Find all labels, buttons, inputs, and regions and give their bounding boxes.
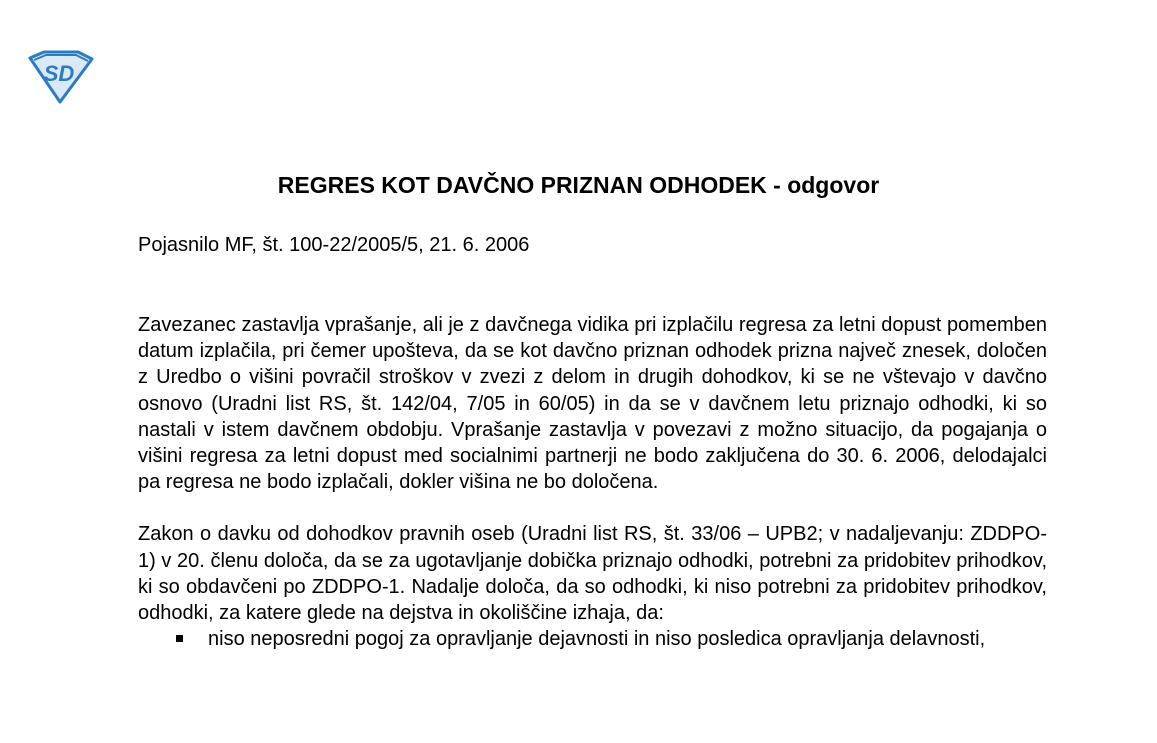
logo-letters: SD [43, 61, 75, 86]
document-body [138, 312, 1047, 652]
document-reference: Pojasnilo MF, št. 100-22/2005/5, 21. 6. 2006 [138, 234, 530, 256]
paragraph-law: Zakon o davku od dohodkov pravnih oseb (Uradni list RS, št. 33/06 – UPB2; v nadaljevanju: ZDDPO-1) v 20. členu določa, da se za ugotavljanje dobička priznajo odhodki, potrebni za pridobitev prihodkov, ki so obdavčeni po ZDDPO-1. Nadalje določa, da so odhodki, ki niso potrebni za pridobitev prihodkov, odhodki, za katere glede na dejstva in okoliščine izhaja, da: [138, 523, 1047, 625]
list-item [138, 626, 1047, 652]
list-item-text: niso neposredni pogoj za opravljanje dejavnosti in niso posledica opravljanja delavnosti, [208, 628, 986, 651]
condition-list [138, 626, 1047, 652]
company-logo [22, 50, 96, 104]
square-bullet-icon [176, 635, 183, 642]
paragraph-question: Zavezanec zastavlja vprašanje, ali je z davčnega vidika pri izplačilu regresa za letni dopust pomemben datum izplačila, pri čemer upošteva, da se kot davčno priznan odhodek prizna največ znesek, določen z Uredbo o višini povračil stroškov v zvezi z delom in drugih dohodkov, ki se ne vštevajo v davčno osnovo (Uradni list RS, št. 142/04, 7/05 in 60/05) in da se v davčnem letu priznajo odhodki, ki so nastali v istem davčnem obdobju. Vprašanje zastavlja v povezavi z možno situacijo, da pogajanja o višini regresa za letni dopust med socialnimi partnerji ne bodo zaključena do 30. 6. 2006, delodajalci pa regresa ne bodo izplačali, dokler višina ne bo določena. [138, 314, 1047, 494]
document-title: REGRES KOT DAVČNO PRIZNAN ODHODEK - odgovor [277, 172, 880, 198]
